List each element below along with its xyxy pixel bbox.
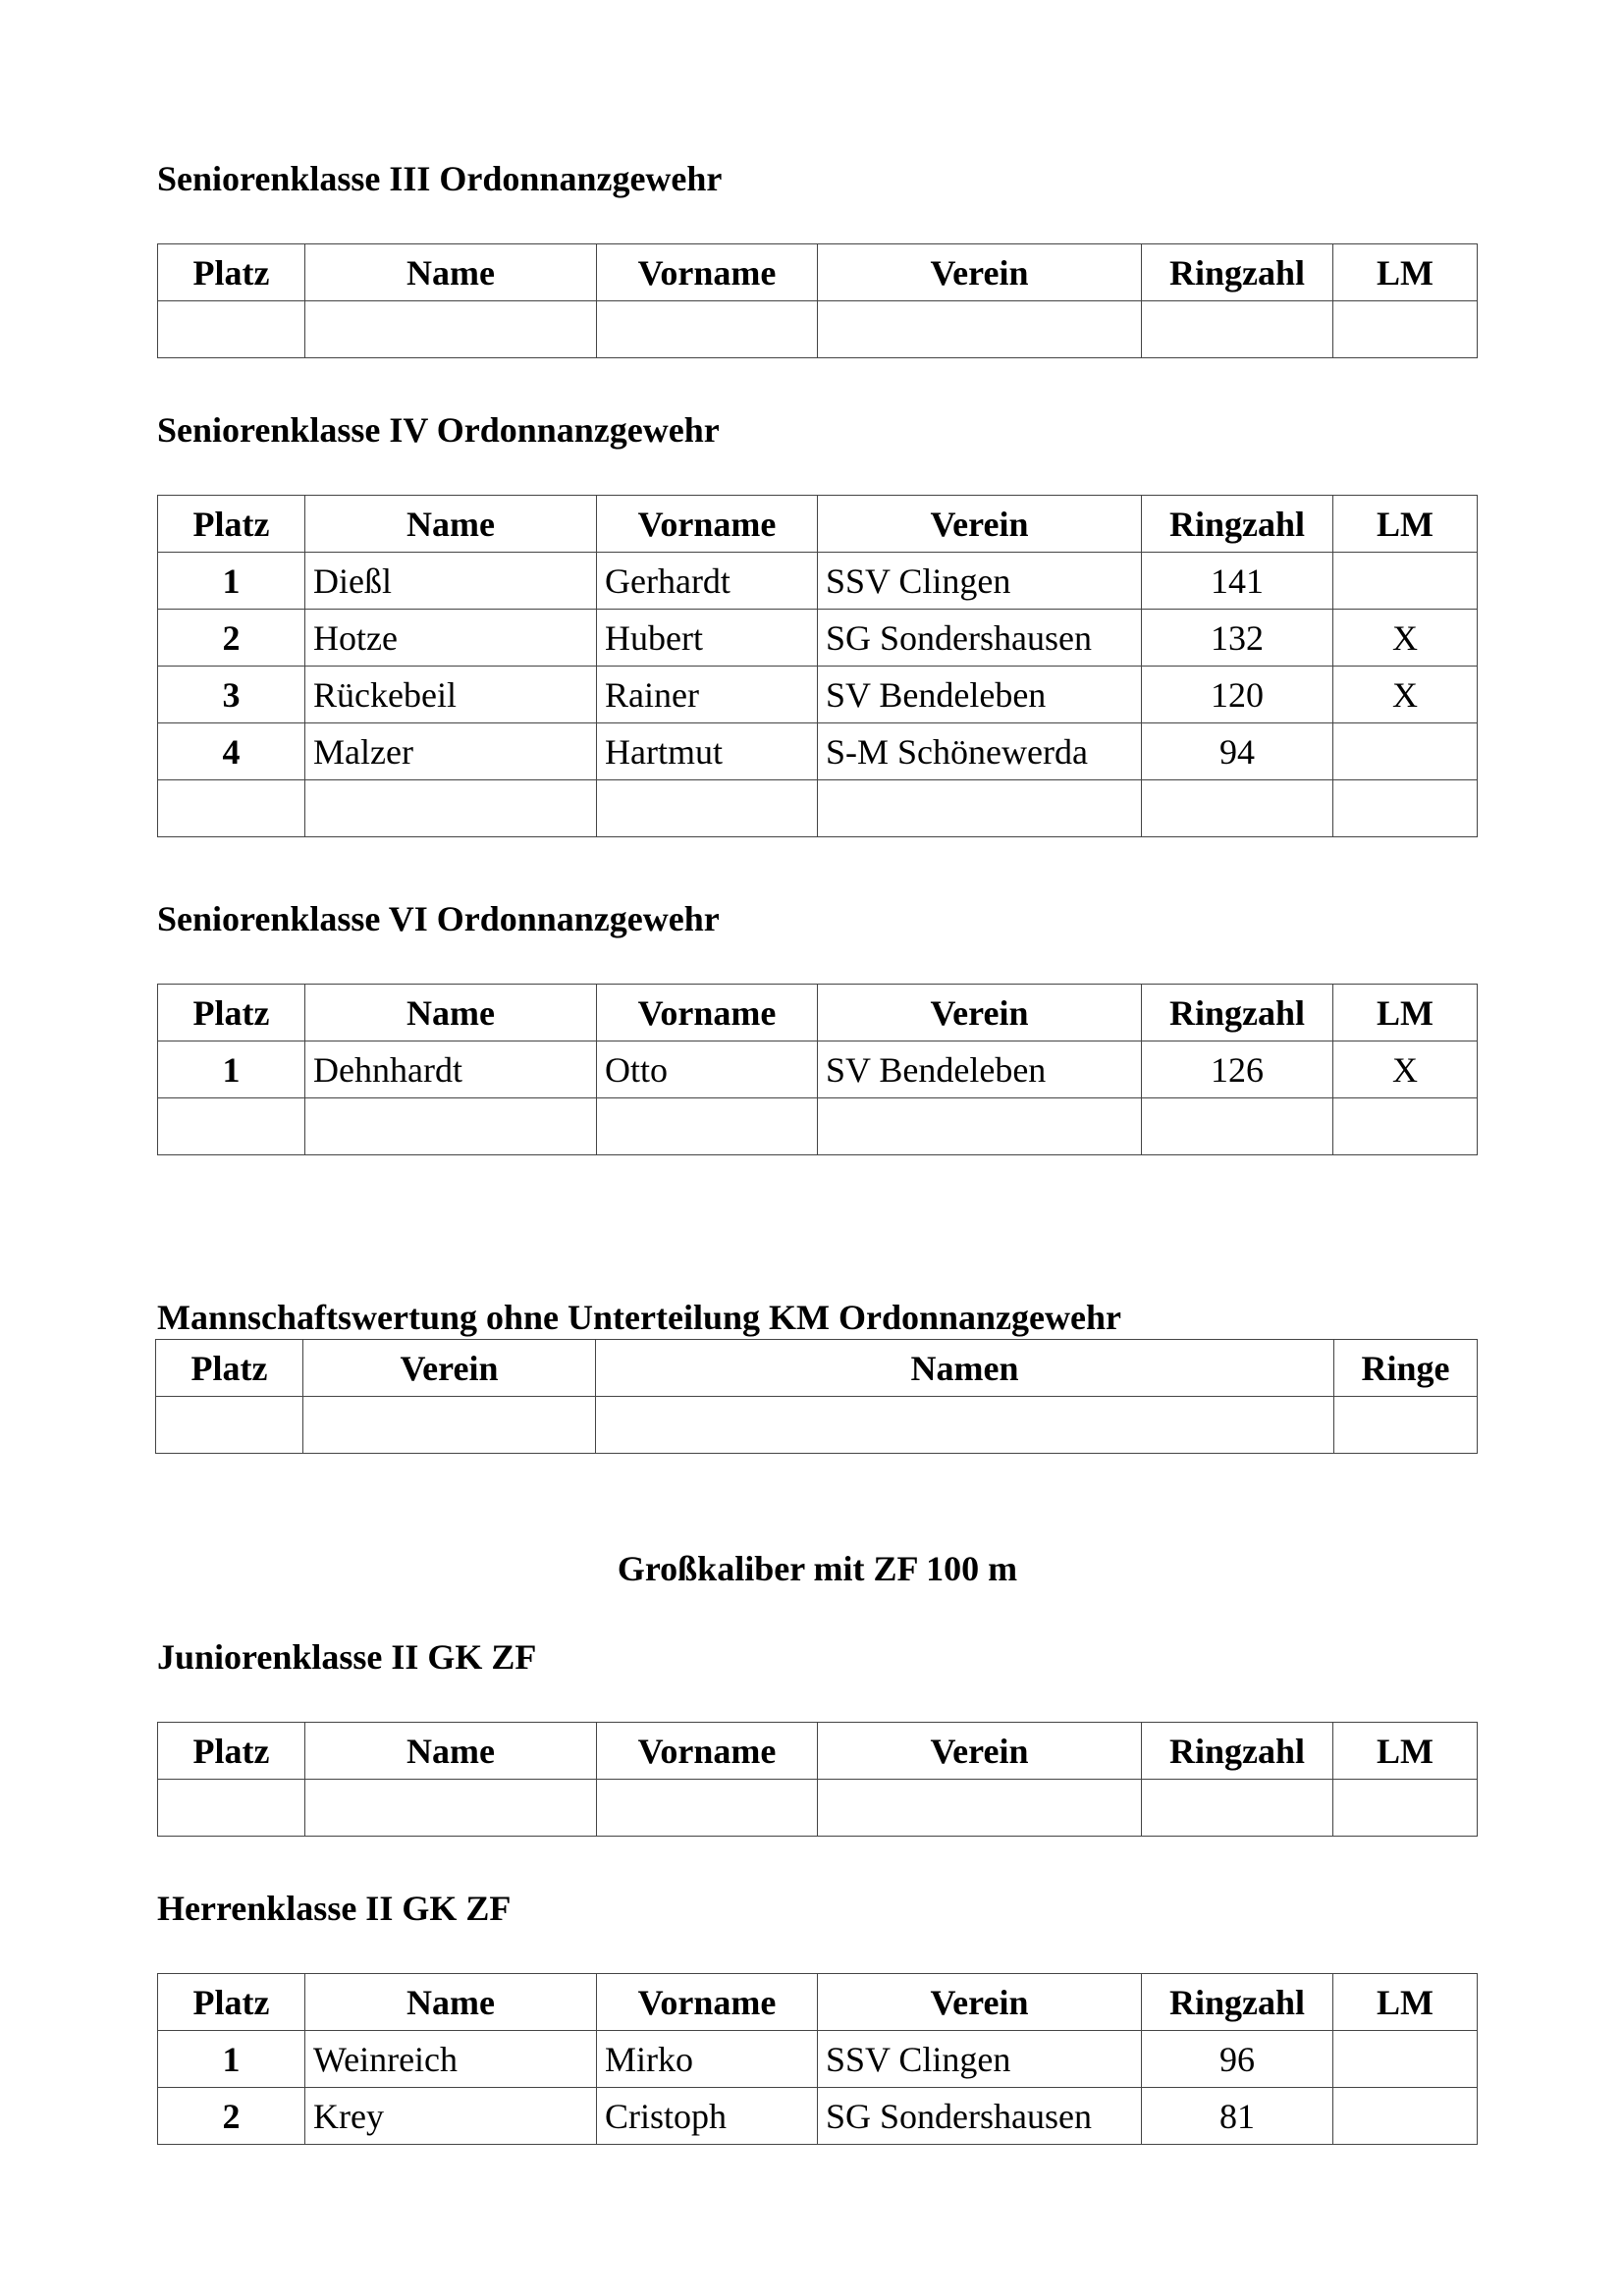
cell-vorname: Rainer [597, 667, 818, 723]
cell [596, 1397, 1334, 1454]
cell [597, 301, 818, 358]
cell [1333, 301, 1478, 358]
cell-vorname: Otto [597, 1041, 818, 1098]
cell [305, 1780, 597, 1837]
cell-verein: SG Sondershausen [818, 610, 1142, 667]
col-header-name: Name [305, 244, 597, 301]
table-row [158, 553, 1478, 610]
cell [156, 1397, 303, 1454]
cell [305, 780, 597, 837]
cell-platz: 1 [158, 2031, 305, 2088]
cell [305, 301, 597, 358]
cell-lm: X [1333, 667, 1478, 723]
col-header-platz: Platz [158, 496, 305, 553]
cell-lm [1333, 553, 1478, 610]
col-header-vorname: Vorname [597, 1723, 818, 1780]
results-table-herren-ii [157, 1973, 1478, 2145]
cell [1142, 780, 1333, 837]
cell-platz: 2 [158, 610, 305, 667]
col-header-platz: Platz [158, 985, 305, 1041]
col-header-namen: Namen [596, 1340, 1334, 1397]
results-table-team [155, 1339, 1478, 1454]
cell [1333, 780, 1478, 837]
col-header-ringe: Ringe [1334, 1340, 1478, 1397]
col-header-ringzahl: Ringzahl [1142, 985, 1333, 1041]
table-header-row [156, 1340, 1478, 1397]
cell-platz: 1 [158, 1041, 305, 1098]
cell-vorname: Hubert [597, 610, 818, 667]
col-header-verein: Verein [818, 1723, 1142, 1780]
col-header-vorname: Vorname [597, 1974, 818, 2031]
col-header-platz: Platz [156, 1340, 303, 1397]
cell [1333, 1780, 1478, 1837]
cell-vorname: Mirko [597, 2031, 818, 2088]
col-header-lm: LM [1333, 244, 1478, 301]
cell-ringzahl: 81 [1142, 2088, 1333, 2145]
cell-name: Rückebeil [305, 667, 597, 723]
cell-verein: SSV Clingen [818, 2031, 1142, 2088]
table-header-row [158, 1974, 1478, 2031]
cell-lm: X [1333, 610, 1478, 667]
col-header-verein: Verein [818, 1974, 1142, 2031]
col-header-vorname: Vorname [597, 496, 818, 553]
col-header-verein: Verein [818, 985, 1142, 1041]
section-title-senioren-iv: Seniorenklasse IV Ordonnanzgewehr [157, 410, 720, 450]
col-header-lm: LM [1333, 496, 1478, 553]
col-header-vorname: Vorname [597, 244, 818, 301]
cell [1142, 1098, 1333, 1155]
table-row-empty [158, 780, 1478, 837]
cell-lm [1333, 2088, 1478, 2145]
cell [597, 780, 818, 837]
cell-vorname: Gerhardt [597, 553, 818, 610]
cell [303, 1397, 596, 1454]
col-header-verein: Verein [818, 496, 1142, 553]
cell [1333, 1098, 1478, 1155]
col-header-ringzahl: Ringzahl [1142, 1723, 1333, 1780]
cell-name: Dehnhardt [305, 1041, 597, 1098]
cell-platz: 3 [158, 667, 305, 723]
col-header-verein: Verein [818, 244, 1142, 301]
col-header-lm: LM [1333, 985, 1478, 1041]
cell-name: Hotze [305, 610, 597, 667]
table-header-row [158, 1723, 1478, 1780]
col-header-platz: Platz [158, 244, 305, 301]
col-header-lm: LM [1333, 1974, 1478, 2031]
category-title-grosskaliber: Großkaliber mit ZF 100 m [617, 1549, 1018, 1588]
cell [305, 1098, 597, 1155]
col-header-vorname: Vorname [597, 985, 818, 1041]
cell [158, 301, 305, 358]
table-header-row [158, 985, 1478, 1041]
cell [1334, 1397, 1478, 1454]
cell [597, 1098, 818, 1155]
results-table-senioren-iv [157, 495, 1478, 837]
table-row-empty [158, 301, 1478, 358]
table-row-empty [158, 1780, 1478, 1837]
table-row [158, 2031, 1478, 2088]
results-table-senioren-vi [157, 984, 1478, 1155]
col-header-platz: Platz [158, 1723, 305, 1780]
col-header-name: Name [305, 1723, 597, 1780]
table-header-row [158, 244, 1478, 301]
col-header-name: Name [305, 1974, 597, 2031]
cell-platz: 1 [158, 553, 305, 610]
results-table-junioren-ii [157, 1722, 1478, 1837]
table-row [158, 610, 1478, 667]
section-title-senioren-iii: Seniorenklasse III Ordonnanzgewehr [157, 159, 723, 198]
cell-verein: SV Bendeleben [818, 1041, 1142, 1098]
col-header-name: Name [305, 985, 597, 1041]
col-header-ringzahl: Ringzahl [1142, 496, 1333, 553]
cell-ringzahl: 120 [1142, 667, 1333, 723]
col-header-name: Name [305, 496, 597, 553]
cell-lm: X [1333, 1041, 1478, 1098]
cell-ringzahl: 96 [1142, 2031, 1333, 2088]
cell-lm [1333, 2031, 1478, 2088]
section-title-team: Mannschaftswertung ohne Unterteilung KM Ordonnanzgewehr [157, 1298, 1121, 1337]
cell [818, 1780, 1142, 1837]
cell-vorname: Cristoph [597, 2088, 818, 2145]
cell [818, 780, 1142, 837]
cell-lm [1333, 723, 1478, 780]
cell-platz: 2 [158, 2088, 305, 2145]
results-table-senioren-iii [157, 243, 1478, 358]
cell [818, 1098, 1142, 1155]
cell-ringzahl: 126 [1142, 1041, 1333, 1098]
cell-verein: SSV Clingen [818, 553, 1142, 610]
cell [158, 780, 305, 837]
cell-verein: SV Bendeleben [818, 667, 1142, 723]
cell-platz: 4 [158, 723, 305, 780]
col-header-platz: Platz [158, 1974, 305, 2031]
table-row-empty [158, 1098, 1478, 1155]
cell [597, 1780, 818, 1837]
cell [818, 301, 1142, 358]
cell [158, 1780, 305, 1837]
cell-name: Krey [305, 2088, 597, 2145]
cell [1142, 1780, 1333, 1837]
col-header-lm: LM [1333, 1723, 1478, 1780]
table-row [158, 667, 1478, 723]
col-header-ringzahl: Ringzahl [1142, 244, 1333, 301]
section-title-herren-ii: Herrenklasse II GK ZF [157, 1889, 512, 1928]
table-row-empty [156, 1397, 1478, 1454]
cell-name: Weinreich [305, 2031, 597, 2088]
table-row [158, 1041, 1478, 1098]
table-row [158, 2088, 1478, 2145]
section-title-junioren-ii: Juniorenklasse II GK ZF [157, 1637, 537, 1677]
cell-verein: SG Sondershausen [818, 2088, 1142, 2145]
cell-name: Malzer [305, 723, 597, 780]
cell-ringzahl: 94 [1142, 723, 1333, 780]
cell-ringzahl: 132 [1142, 610, 1333, 667]
col-header-ringzahl: Ringzahl [1142, 1974, 1333, 2031]
cell [158, 1098, 305, 1155]
cell-vorname: Hartmut [597, 723, 818, 780]
table-row [158, 723, 1478, 780]
cell-name: Dießl [305, 553, 597, 610]
table-header-row [158, 496, 1478, 553]
cell [1142, 301, 1333, 358]
col-header-verein: Verein [303, 1340, 596, 1397]
section-title-senioren-vi: Seniorenklasse VI Ordonnanzgewehr [157, 899, 720, 938]
cell-ringzahl: 141 [1142, 553, 1333, 610]
cell-verein: S-M Schönewerda [818, 723, 1142, 780]
